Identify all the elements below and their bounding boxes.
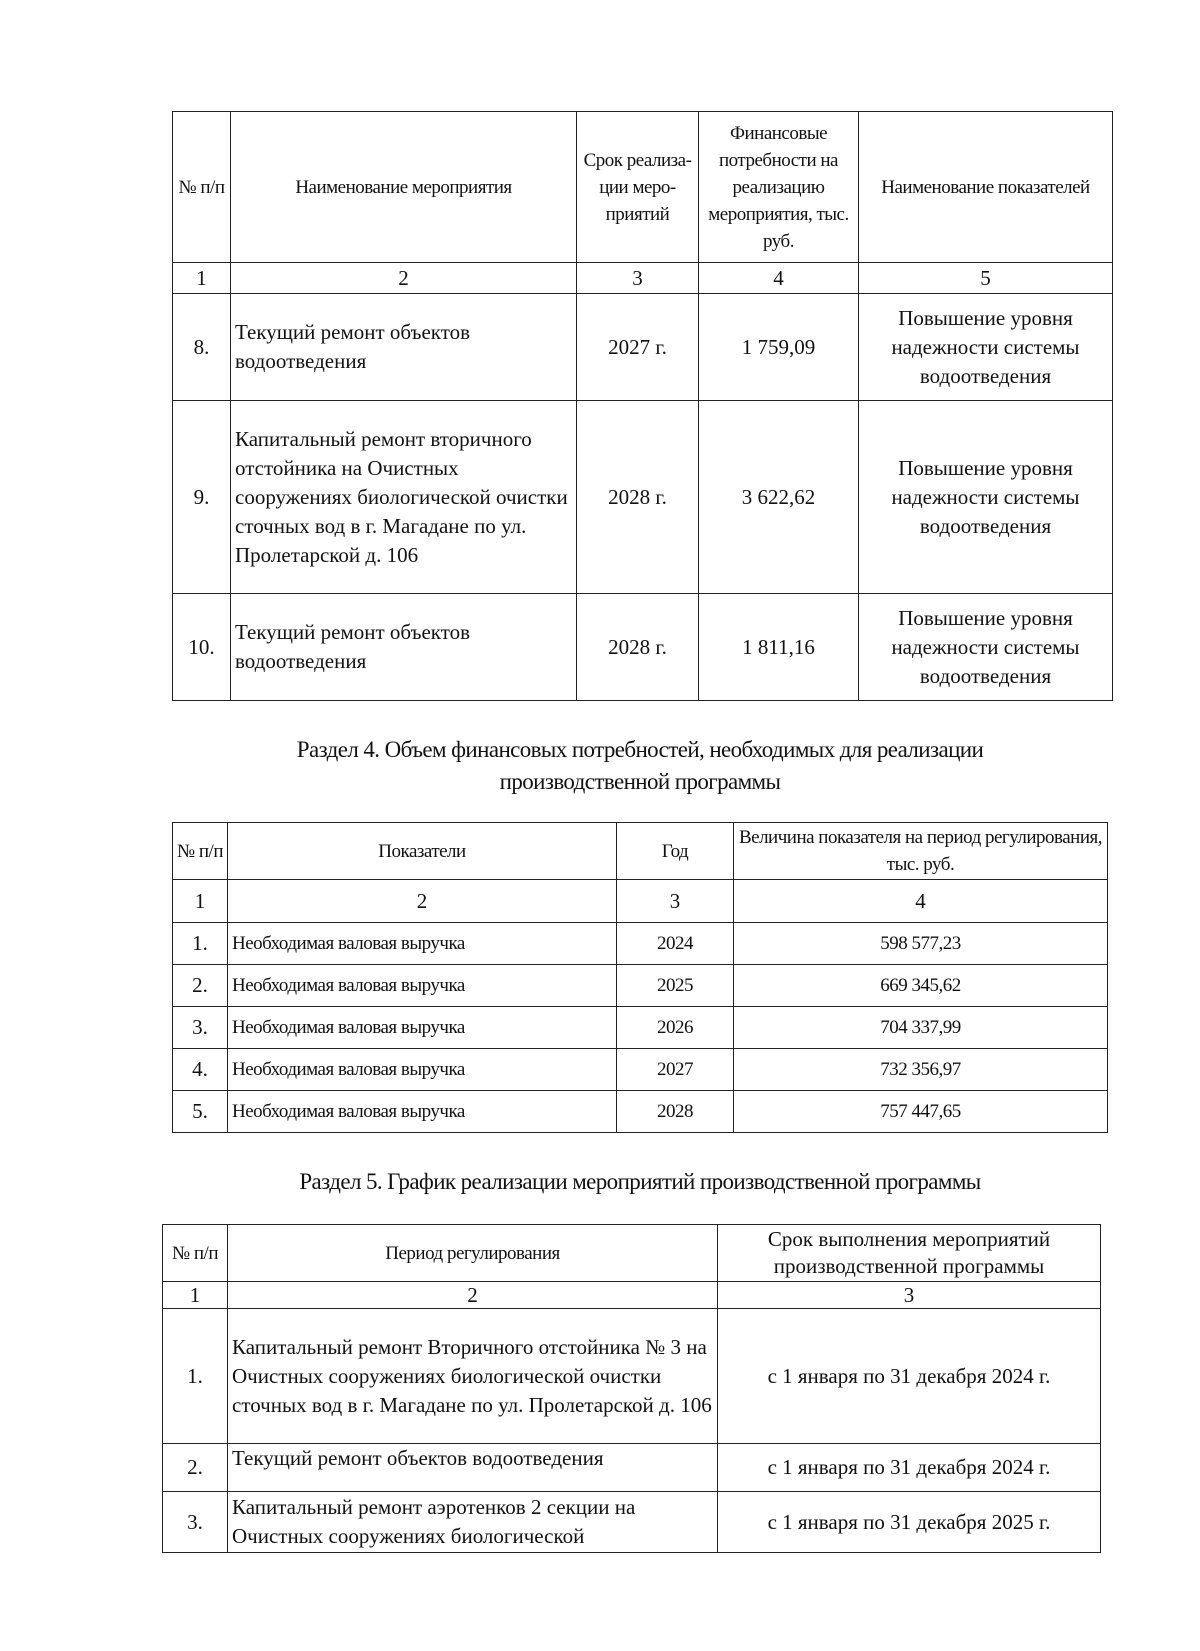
financial-needs-table — [172, 822, 1108, 1133]
column-number: 4 — [699, 263, 859, 294]
header-cell: Период регулирования — [228, 1225, 718, 1282]
table-row — [173, 965, 1108, 1007]
activity-name: Текущий ремонт объектов водоотведения — [231, 594, 577, 701]
row-number: 3. — [163, 1492, 228, 1553]
column-number: 5 — [859, 263, 1113, 294]
column-number: 4 — [734, 880, 1108, 923]
activity-name: Текущий ремонт объектов водоотведения — [231, 294, 577, 401]
header-row — [163, 1225, 1101, 1282]
column-number-row — [173, 880, 1108, 923]
indicator-name: Необходимая валовая выручка — [228, 1049, 617, 1091]
value: 669 345,62 — [734, 965, 1108, 1007]
header-cell: № п/п — [173, 112, 231, 263]
header-cell: Финансовые потребности на реализацию мероприятия, тыс. руб. — [699, 112, 859, 263]
row-number: 10. — [173, 594, 231, 701]
indicator-name: Необходимая валовая выручка — [228, 1091, 617, 1133]
row-number: 4. — [173, 1049, 228, 1091]
activity-indicator: Повышение уровня надежности системы водоотведения — [859, 294, 1113, 401]
section5-title: Раздел 5. График реализации мероприятий производственной программы — [299, 1169, 981, 1194]
activity-term: 2027 г. — [577, 294, 699, 401]
row-number: 1. — [163, 1309, 228, 1444]
row-number: 5. — [173, 1091, 228, 1133]
header-cell: Наименование показателей — [859, 112, 1113, 263]
activity-name: Капитальный ремонт вторичного отстойника на Очистных сооружениях биологической очистки сточных вод в г. Магадане по ул. Пролетарской д. 106 — [231, 401, 577, 594]
table-row — [163, 1492, 1101, 1553]
value: 732 356,97 — [734, 1049, 1108, 1091]
column-number: 3 — [617, 880, 734, 923]
activity-indicator: Повышение уровня надежности системы водоотведения — [859, 594, 1113, 701]
header-cell: Год — [617, 823, 734, 880]
schedule-table — [162, 1224, 1101, 1553]
activity-finance: 3 622,62 — [699, 401, 859, 594]
table-row — [173, 1091, 1108, 1133]
header-cell: Срок выполнения мероприятий производственной программы — [718, 1225, 1101, 1282]
table-row — [163, 1309, 1101, 1444]
column-number: 3 — [577, 263, 699, 294]
table-row — [173, 594, 1113, 701]
value: 757 447,65 — [734, 1091, 1108, 1133]
year: 2026 — [617, 1007, 734, 1049]
activities-table — [172, 111, 1113, 701]
column-number-row — [173, 263, 1113, 294]
row-number: 9. — [173, 401, 231, 594]
year: 2024 — [617, 923, 734, 965]
year: 2025 — [617, 965, 734, 1007]
table-row — [173, 923, 1108, 965]
activity-term: 2028 г. — [577, 594, 699, 701]
year: 2028 — [617, 1091, 734, 1133]
activity-indicator: Повышение уровня надежности системы водоотведения — [859, 401, 1113, 594]
activity-finance: 1 811,16 — [699, 594, 859, 701]
header-cell: № п/п — [163, 1225, 228, 1282]
year: 2027 — [617, 1049, 734, 1091]
indicator-name: Необходимая валовая выручка — [228, 923, 617, 965]
section4-title — [40, 734, 1200, 798]
header-cell: Наименование мероприятия — [231, 112, 577, 263]
indicator-name: Необходимая валовая выручка — [228, 965, 617, 1007]
schedule-term: с 1 января по 31 декабря 2024 г. — [718, 1309, 1101, 1444]
row-number: 2. — [163, 1444, 228, 1492]
schedule-term: с 1 января по 31 декабря 2024 г. — [718, 1444, 1101, 1492]
activity-name: Капитальный ремонт Вторичного отстойника № 3 на Очистных сооружениях биологической очистки сточных вод в г. Магадане по ул. Пролетарской д. 106 — [228, 1309, 718, 1444]
table-row — [173, 1049, 1108, 1091]
row-number: 2. — [173, 965, 228, 1007]
column-number: 2 — [228, 1282, 718, 1309]
table-row — [173, 1007, 1108, 1049]
column-number: 2 — [231, 263, 577, 294]
activity-name: Капитальный ремонт аэротенков 2 секции на Очистных сооружениях биологической — [228, 1492, 718, 1553]
header-row — [173, 823, 1108, 880]
header-row — [173, 112, 1113, 263]
column-number: 1 — [173, 880, 228, 923]
table-row — [173, 401, 1113, 594]
section4-title-line2: производственной программы — [499, 769, 781, 794]
row-number: 1. — [173, 923, 228, 965]
table-row — [163, 1444, 1101, 1492]
activity-name: Текущий ремонт объектов водоотведения — [228, 1444, 718, 1492]
row-number: 3. — [173, 1007, 228, 1049]
column-number: 2 — [228, 880, 617, 923]
value: 598 577,23 — [734, 923, 1108, 965]
column-number-row — [163, 1282, 1101, 1309]
column-number: 1 — [163, 1282, 228, 1309]
column-number: 1 — [173, 263, 231, 294]
header-cell: Показатели — [228, 823, 617, 880]
header-cell: Величина показателя на период регулирования, тыс. руб. — [734, 823, 1108, 880]
section4-title-line1: Раздел 4. Объем финансовых потребностей, необходимых для реализации — [296, 737, 984, 762]
value: 704 337,99 — [734, 1007, 1108, 1049]
row-number: 8. — [173, 294, 231, 401]
column-number: 3 — [718, 1282, 1101, 1309]
schedule-term: с 1 января по 31 декабря 2025 г. — [718, 1492, 1101, 1553]
header-cell: № п/п — [173, 823, 228, 880]
activity-finance: 1 759,09 — [699, 294, 859, 401]
indicator-name: Необходимая валовая выручка — [228, 1007, 617, 1049]
activity-term: 2028 г. — [577, 401, 699, 594]
table-row — [173, 294, 1113, 401]
header-cell: Срок реализа-ции меро-приятий — [577, 112, 699, 263]
